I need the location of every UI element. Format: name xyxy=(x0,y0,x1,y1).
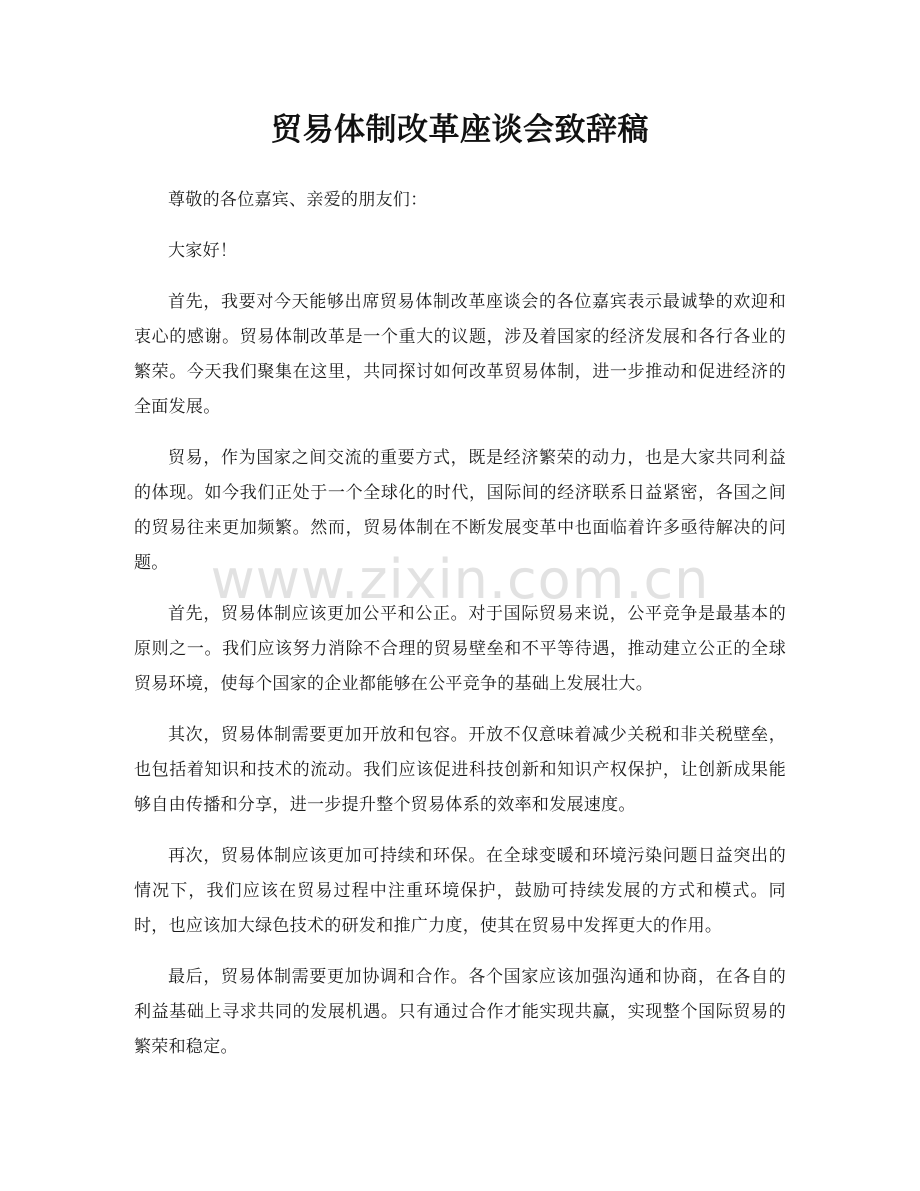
paragraph: 首先，我要对今天能够出席贸易体制改革座谈会的各位嘉宾表示最诚挚的欢迎和衷心的感谢。贸易体制改革是一个重大的议题，涉及着国家的经济发展和各行各业的繁荣。今天我们聚集在这里，共同探讨如何改革贸易体制，进一步推动和促进经济的全面发展。 xyxy=(134,292,786,417)
document-title: 贸易体制改革座谈会致辞稿 xyxy=(271,112,649,148)
greeting: 大家好！ xyxy=(168,241,238,261)
paragraph: 再次，贸易体制应该更加可持续和环保。在全球变暖和环境污染问题日益突出的情况下，我们应该在贸易过程中注重环境保护，鼓励可持续发展的方式和模式。同时，也应该加大绿色技术的研发和推广力度，使其在贸易中发挥更大的作用。 xyxy=(134,846,786,936)
paragraph: 其次，贸易体制需要更加开放和包容。开放不仅意味着减少关税和非关税壁垒，也包括着知识和技术的流动。我们应该促进科技创新和知识产权保护，让创新成果能够自由传播和分享，进一步提升整个贸易体系的效率和发展速度。 xyxy=(134,725,786,815)
paragraph: 首先，贸易体制应该更加公平和公正。对于国际贸易来说，公平竞争是最基本的原则之一。我们应该努力消除不合理的贸易壁垒和不平等待遇，推动建立公正的全球贸易环境，使每个国家的企业都能够在公平竞争的基础上发展壮大。 xyxy=(134,604,786,694)
paragraph: 贸易，作为国家之间交流的重要方式，既是经济繁荣的动力，也是大家共同利益的体现。如今我们正处于一个全球化的时代，国际间的经济联系日益紧密，各国之间的贸易往来更加频繁。然而，贸易体制在不断发展变革中也面临着许多亟待解决的问题。 xyxy=(134,448,786,573)
salutation: 尊敬的各位嘉宾、亲爱的朋友们： xyxy=(168,190,428,210)
watermark: www.zixin.com.cn xyxy=(210,548,710,611)
paragraph: 最后，贸易体制需要更加协调和合作。各个国家应该加强沟通和协商，在各自的利益基础上寻求共同的发展机遇。只有通过合作才能实现共赢，实现整个国际贸易的繁荣和稳定。 xyxy=(134,967,786,1057)
document-body xyxy=(134,183,786,1081)
